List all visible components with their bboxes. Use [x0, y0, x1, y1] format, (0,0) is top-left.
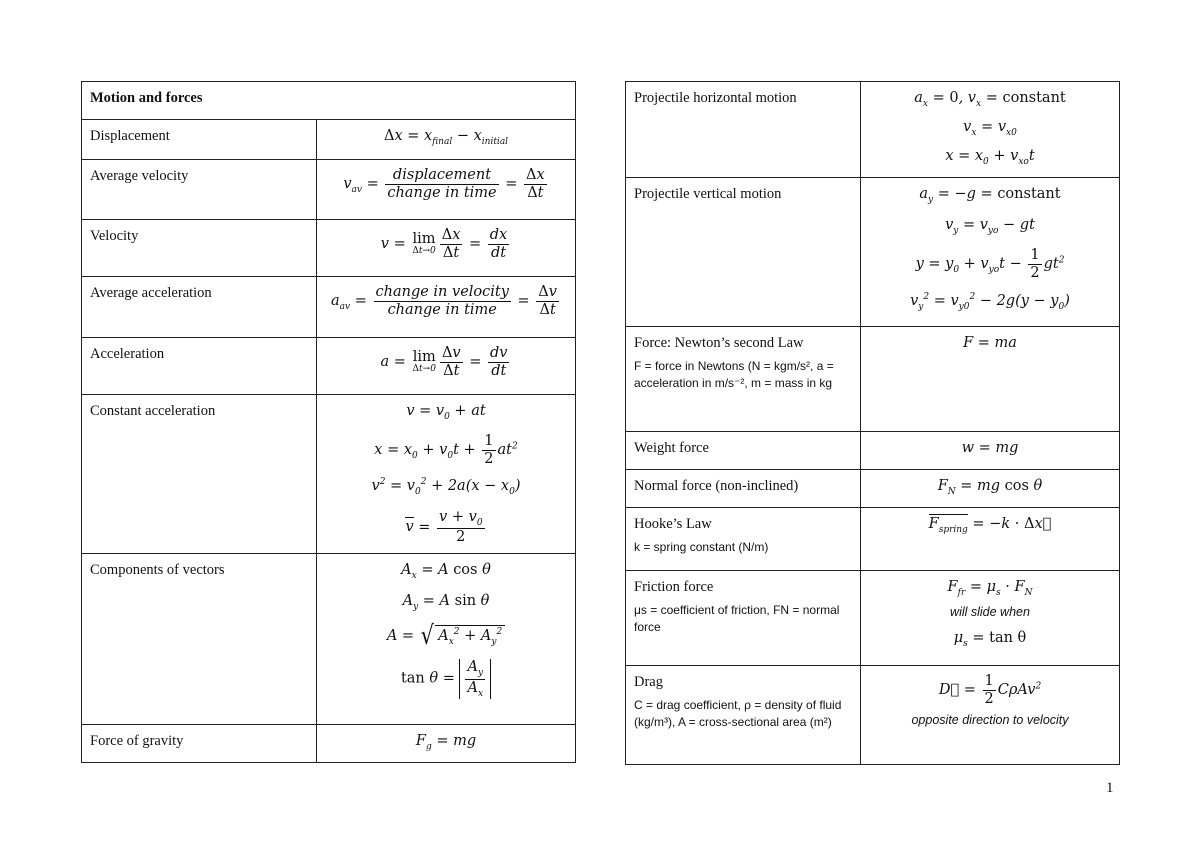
equation-average-velocity: $v_{av}$ = $\frac{\text{displacement}}{\text{change in time}}$ = $\frac{\Delta x}{\Delta t}$: [317, 160, 576, 220]
table-row: [626, 82, 1120, 178]
drag-note: C = drag coefficient, ρ = density of fluid (kg/m³), A = cross-sectional area (m²): [634, 698, 842, 729]
row-label-components-of-vectors: Components of vectors: [82, 554, 317, 725]
table-row: [626, 327, 1120, 432]
table-row: [626, 470, 1120, 508]
table-title: Motion and forces: [82, 82, 576, 120]
equation-weight-force: w = mg: [861, 432, 1120, 470]
table-row: [82, 554, 576, 725]
row-label-projectile-horizontal: Projectile horizontal motion: [626, 82, 861, 178]
row-label-average-acceleration: Average acceleration: [82, 277, 317, 338]
motion-forces-table: [81, 81, 576, 763]
equation-force-of-gravity: $F_g$ = mg: [317, 725, 576, 763]
row-label-weight-force: Weight force: [626, 432, 861, 470]
forces-table: [625, 81, 1120, 765]
drag-eq-note: opposite direction to velocity: [911, 713, 1069, 728]
drag-label-text: Drag: [634, 674, 663, 690]
hooke-note: k = spring constant (N/m): [634, 540, 769, 555]
page-number: 1: [1106, 780, 1114, 796]
equations-constant-acceleration: $v = v_0$ + at $x = x_0 + v_0t$ + $\frac{1}{2}$ $at^2$ $v^2 = v_0^2 + 2a(x - x_0)$ v = $\frac{v + v_0}{2}$: [317, 395, 576, 554]
newton-label-text: Force: Newton’s second Law: [634, 335, 804, 351]
table-row: [82, 277, 576, 338]
table-row: [82, 220, 576, 277]
table-row: [82, 725, 576, 763]
row-label-constant-acceleration: Constant acceleration: [82, 395, 317, 554]
row-label-displacement: Displacement: [82, 120, 317, 160]
friction-label-text: Friction force: [634, 579, 714, 595]
equation-normal-force: $F_N$ = mg cos θ: [861, 470, 1120, 508]
newton-note: F = force in Newtons (N = kgm/s², a = acceleration in m/s⁻², m = mass in kg: [634, 359, 834, 390]
row-label-projectile-vertical: Projectile vertical motion: [626, 178, 861, 327]
table-row: [626, 508, 1120, 571]
row-label-friction-force: [626, 571, 861, 666]
table-row: [82, 160, 576, 220]
table-row: [626, 178, 1120, 327]
equation-drag: D⃗ = $\frac{1}{2}$ CρAv$^2$ opposite direction to velocity: [861, 666, 1120, 765]
equation-acceleration: a = lim Δt→0 $\frac{\Delta v}{\Delta t}$ = $\frac{dv}{dt}$: [317, 338, 576, 395]
row-label-newton-second-law: [626, 327, 861, 432]
row-label-average-velocity: Average velocity: [82, 160, 317, 220]
equation-average-acceleration: $a_{av}$ = $\frac{\text{change in velocity}}{\text{change in time}}$ = $\frac{\Delta v}{\Delta t}$: [317, 277, 576, 338]
equation-newton-second-law: F = ma: [861, 327, 1120, 432]
friction-note: μs = coefficient of friction, FN = normal force: [634, 603, 840, 634]
equations-projectile-vertical: $a_y = -g$ = constant $v_y = v_{yo}$ − gt $y = y_0 + v_{yo}t$ − $\frac{1}{2}$ $gt^2$ $v_y^2 = v_{y0}^2 - 2g(y - y_0)$: [861, 178, 1120, 327]
table-row: [82, 395, 576, 554]
equation-displacement: $\Delta x = x_{final} - x_{initial}$: [317, 120, 576, 160]
table-row: [626, 571, 1120, 666]
table-row: [82, 120, 576, 160]
row-label-acceleration: Acceleration: [82, 338, 317, 395]
row-label-normal-force: Normal force (non-inclined): [626, 470, 861, 508]
row-label-hookes-law: [626, 508, 861, 571]
row-label-drag: [626, 666, 861, 765]
friction-eq-note: will slide when: [950, 605, 1030, 620]
equation-hookes-law: $F_{spring} = -k$ · Δx⃗: [861, 508, 1120, 571]
hooke-label-text: Hooke’s Law: [634, 516, 712, 532]
row-label-velocity: Velocity: [82, 220, 317, 277]
equation-friction-force: $F_{fr} = \mu_s \cdot F_N$ will slide when $\mu_s = \tan \theta$: [861, 571, 1120, 666]
table-row: [82, 338, 576, 395]
table-row: [626, 666, 1120, 765]
equation-velocity: v = lim Δt→0 $\frac{\Delta x}{\Delta t}$ = $\frac{dx}{dt}$: [317, 220, 576, 277]
row-label-force-of-gravity: Force of gravity: [82, 725, 317, 763]
equations-components-of-vectors: $A_x = A$ cos θ $A_y = A$ sin θ A = √ $A_x^2 + A_y^2$ tan θ = $\frac{A_y}{A_x}$: [317, 554, 576, 725]
table-row: [626, 432, 1120, 470]
equations-projectile-horizontal: $a_x = 0$, $v_x$ = constant $v_x = v_{x0}$ $x = x_0 + v_{xo}t$: [861, 82, 1120, 178]
